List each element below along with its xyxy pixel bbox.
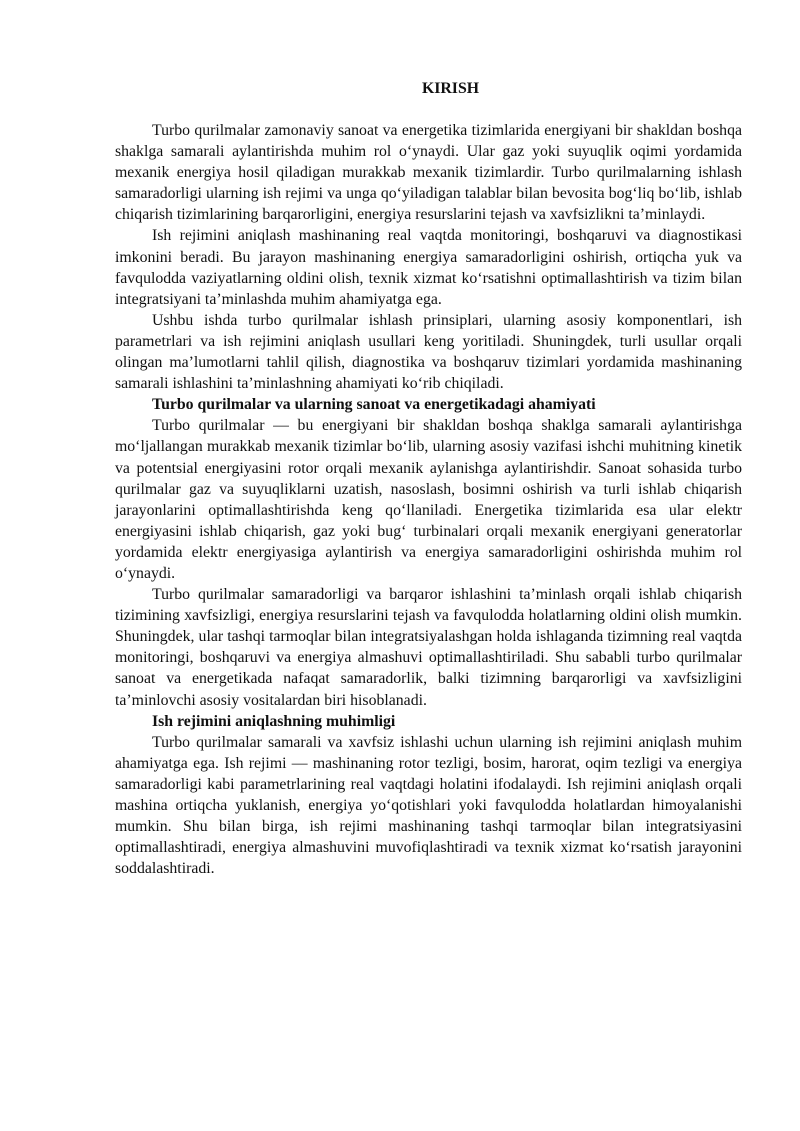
intro-paragraph-3: Ushbu ishda turbo qurilmalar ishlash prinsiplari, ularning asosiy komponentlari, ish parametrlari va ish rejimini aniqlash usullari keng yoritiladi. Shuningdek, turli usullar orqali olingan maʼlumotlarni tahlil qilish, diagnostika va boshqaruv tizimlari yordamida mashinaning samarali ishlashini taʼminlashning ahamiyati koʻrib chiqiladi. (115, 311, 742, 393)
page-title: KIRISH (421, 80, 480, 97)
section1-paragraph-1: Turbo qurilmalar — bu energiyani bir shakldan boshqa shaklga samarali aylantirishga moʻljallangan murakkab mexanik tizimlar boʻlib, ularning asosiy vazifasi ishchi muhitning kinetik va potentsial energiyasini rotor orqali mexanik aylanishga aylantirishdir. Sanoat sohasida turbo qurilmalar gaz va suyuqliklarni uzatish, nasoslash, bosimni oshirish va turli ishlab chiqarish jarayonlarini optimallashtirishda keng qoʻllaniladi. Energetika tizimlarida esa ular elektr energiyasini ishlab chiqarish, gaz yoki bugʻ turbinalari orqali mexanik energiyani generatorlar yordamida elektr energiyasiga aylantirish va energiya samaradorligini oshirishda muhim rol oʻynaydi. (115, 417, 742, 582)
intro-paragraph-2: Ish rejimini aniqlash mashinaning real vaqtda monitoringi, boshqaruvi va diagnostikasi imkonini beradi. Bu jarayon mashinaning energiya samaradorligini oshirish, ortiqcha yuk va favqulodda vaziyatlarning oldini olish, texnik xizmat koʻrsatishni optimallashtirish va tizim bilan integratsiyani taʼminlashda muhim ahamiyatga ega. (115, 227, 742, 308)
section1-paragraph-2: Turbo qurilmalar samaradorligi va barqaror ishlashini taʼminlash orqali ishlab chiqarish tizimining xavfsizligi, energiya resurslarini tejash va favqulodda holatlarning oldini olish mumkin. Shuningdek, ular tashqi tarmoqlar bilan integratsiyalashgan holda ishlaganda tizimning real vaqtda monitoringi, boshqaruvi va energiya almashuvi optimallashtiriladi. Shu sababli turbo qurilmalar sanoat va energetikada nafaqat samaradorlik, balki tizimning barqarorligi va xavfsizligini taʼminlovchi asosiy vositalardan biri hisoblanadi. (115, 586, 742, 709)
section-heading-importance: Turbo qurilmalar va ularning sanoat va energetikadagi ahamiyati (152, 396, 596, 414)
document-body (115, 78, 742, 879)
section-heading-work-mode: Ish rejimini aniqlashning muhimligi (152, 712, 396, 730)
section2-paragraph-1: Turbo qurilmalar samarali va xavfsiz ishlashi uchun ularning ish rejimini aniqlash muhim ahamiyatga ega. Ish rejimi — mashinaning rotor tezligi, bosim, harorat, oqim tezligi va energiya samaradorligi kabi parametrlarining real vaqtdagi holatini ifodalaydi. Ish rejimini aniqlash orqali mashina ortiqcha yuklanish, energiya yoʻqotishlari yoki favqulodda holatlardan himoyalanishi mumkin. Shu bilan birga, ish rejimi mashinaning tashqi tarmoqlar bilan integratsiyasini optimallashtiradi, energiya almashuvini muvofiqlashtiradi va texnik xizmat koʻrsatish jarayonini soddalashtiradi. (115, 733, 742, 878)
intro-paragraph-1: Turbo qurilmalar zamonaviy sanoat va energetika tizimlarida energiyani bir shakldan boshqa shaklga samarali aylantirishda muhim rol oʻynaydi. Ular gaz yoki suyuqlik oqimi yordamida mexanik energiya hosil qiladigan murakkab mexanik tizimlardir. Turbo qurilmalarning ishlash samaradorligi ularning ish rejimi va unga qoʻyiladigan talablar bilan bevosita bogʻliq boʻlib, ishlab chiqarish tizimlarining barqarorligini, energiya resurslarini tejash va xavfsizlikni taʼminlaydi. (115, 122, 742, 224)
